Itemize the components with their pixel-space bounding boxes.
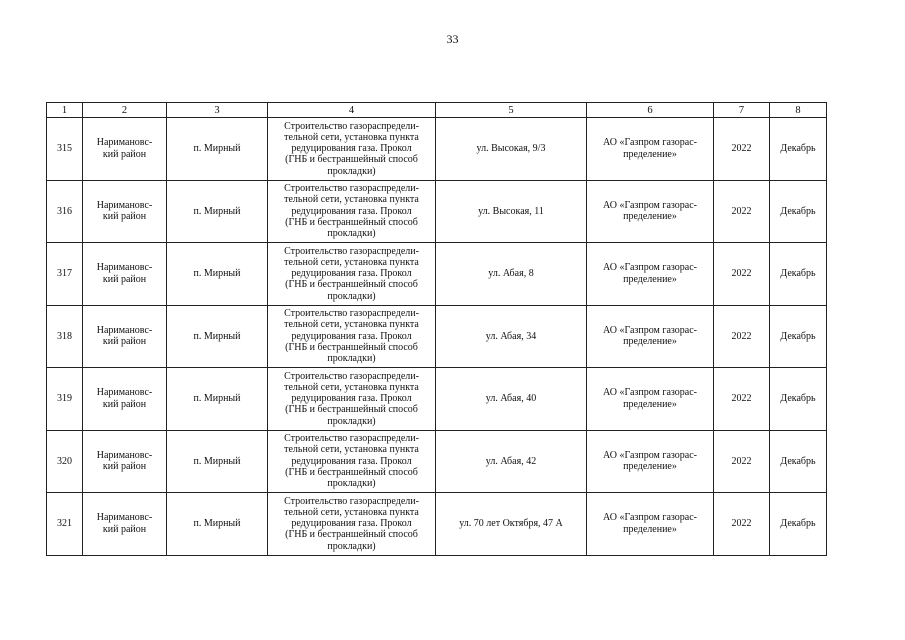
description-cell: Строительство газораспредели- тельной сети, установка пункта редуцирования газа. Прокол (ГНБ и бестраншейный способ прокладки) [268, 243, 436, 306]
organization-cell: АО «Газпром газорас- пределение» [587, 243, 714, 306]
table-row [47, 430, 827, 493]
table-row [47, 118, 827, 181]
district-cell: Наримановс- кий район [83, 368, 167, 431]
column-header: 5 [436, 103, 587, 118]
district-cell: Наримановс- кий район [83, 493, 167, 556]
header-row [47, 103, 827, 118]
month-cell: Декабрь [770, 118, 827, 181]
column-header: 1 [47, 103, 83, 118]
row-number: 316 [47, 180, 83, 243]
organization-cell: АО «Газпром газорас- пределение» [587, 493, 714, 556]
month-cell: Декабрь [770, 305, 827, 368]
organization-cell: АО «Газпром газорас- пределение» [587, 368, 714, 431]
table-row [47, 305, 827, 368]
address-cell: ул. 70 лет Октября, 47 А [436, 493, 587, 556]
year-cell: 2022 [714, 305, 770, 368]
description-cell: Строительство газораспредели- тельной сети, установка пункта редуцирования газа. Прокол (ГНБ и бестраншейный способ прокладки) [268, 180, 436, 243]
column-header: 8 [770, 103, 827, 118]
row-number: 318 [47, 305, 83, 368]
district-cell: Наримановс- кий район [83, 243, 167, 306]
column-header: 6 [587, 103, 714, 118]
description-cell: Строительство газораспредели- тельной сети, установка пункта редуцирования газа. Прокол (ГНБ и бестраншейный способ прокладки) [268, 493, 436, 556]
row-number: 321 [47, 493, 83, 556]
organization-cell: АО «Газпром газорас- пределение» [587, 430, 714, 493]
organization-cell: АО «Газпром газорас- пределение» [587, 305, 714, 368]
month-cell: Декабрь [770, 180, 827, 243]
year-cell: 2022 [714, 243, 770, 306]
page-number: 33 [446, 32, 459, 46]
year-cell: 2022 [714, 118, 770, 181]
description-cell: Строительство газораспредели- тельной сети, установка пункта редуцирования газа. Прокол (ГНБ и бестраншейный способ прокладки) [268, 430, 436, 493]
column-header: 3 [167, 103, 268, 118]
year-cell: 2022 [714, 493, 770, 556]
row-number: 315 [47, 118, 83, 181]
address-cell: ул. Высокая, 9/3 [436, 118, 587, 181]
settlement-cell: п. Мирный [167, 180, 268, 243]
organization-cell: АО «Газпром газорас- пределение» [587, 118, 714, 181]
description-cell: Строительство газораспредели- тельной сети, установка пункта редуцирования газа. Прокол (ГНБ и бестраншейный способ прокладки) [268, 118, 436, 181]
row-number: 319 [47, 368, 83, 431]
table-row [47, 493, 827, 556]
description-cell: Строительство газораспредели- тельной сети, установка пункта редуцирования газа. Прокол (ГНБ и бестраншейный способ прокладки) [268, 368, 436, 431]
address-cell: ул. Абая, 42 [436, 430, 587, 493]
year-cell: 2022 [714, 180, 770, 243]
column-header: 7 [714, 103, 770, 118]
column-header: 4 [268, 103, 436, 118]
month-cell: Декабрь [770, 430, 827, 493]
settlement-cell: п. Мирный [167, 368, 268, 431]
description-cell: Строительство газораспредели- тельной сети, установка пункта редуцирования газа. Прокол (ГНБ и бестраншейный способ прокладки) [268, 305, 436, 368]
month-cell: Декабрь [770, 368, 827, 431]
settlement-cell: п. Мирный [167, 305, 268, 368]
district-cell: Наримановс- кий район [83, 180, 167, 243]
table-row [47, 368, 827, 431]
address-cell: ул. Абая, 40 [436, 368, 587, 431]
organization-cell: АО «Газпром газорас- пределение» [587, 180, 714, 243]
table-row [47, 180, 827, 243]
column-header: 2 [83, 103, 167, 118]
address-cell: ул. Абая, 34 [436, 305, 587, 368]
settlement-cell: п. Мирный [167, 118, 268, 181]
row-number: 320 [47, 430, 83, 493]
district-cell: Наримановс- кий район [83, 118, 167, 181]
settlement-cell: п. Мирный [167, 243, 268, 306]
settlement-cell: п. Мирный [167, 430, 268, 493]
month-cell: Декабрь [770, 493, 827, 556]
district-cell: Наримановс- кий район [83, 305, 167, 368]
address-cell: ул. Абая, 8 [436, 243, 587, 306]
month-cell: Декабрь [770, 243, 827, 306]
district-cell: Наримановс- кий район [83, 430, 167, 493]
row-number: 317 [47, 243, 83, 306]
settlement-cell: п. Мирный [167, 493, 268, 556]
year-cell: 2022 [714, 368, 770, 431]
document-table [46, 102, 827, 556]
year-cell: 2022 [714, 430, 770, 493]
address-cell: ул. Высокая, 11 [436, 180, 587, 243]
table-row [47, 243, 827, 306]
